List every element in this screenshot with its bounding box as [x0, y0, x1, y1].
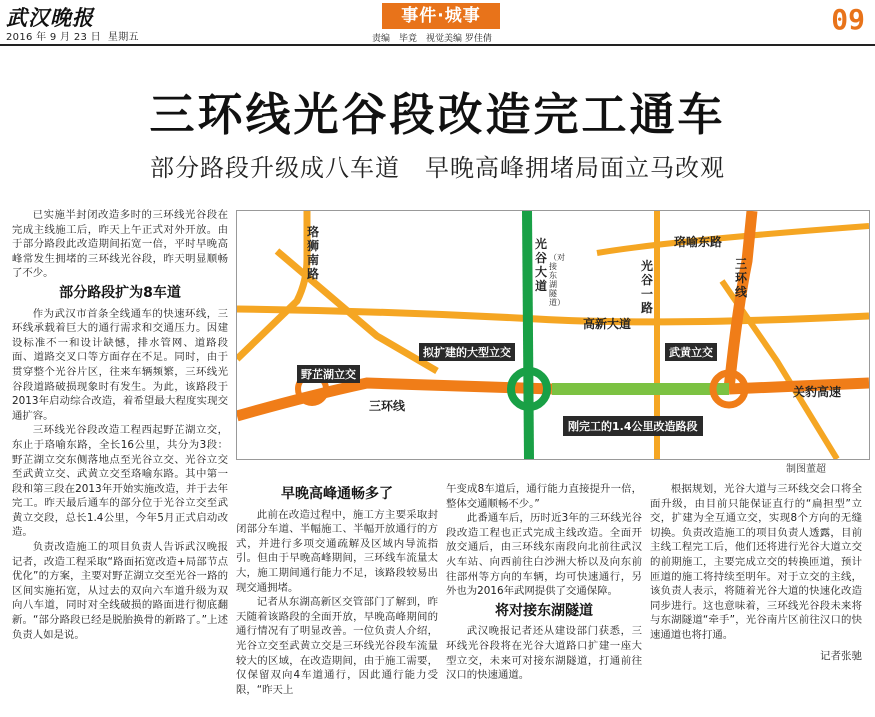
- subhead-smoother-traffic: 早晚高峰通畅多了: [281, 486, 393, 502]
- map-label-gaoxin-avenue: 高新大道: [583, 317, 632, 331]
- map-label-lushi-road: 珞狮南路: [307, 225, 320, 281]
- issue-date: 2016 年 9 月 23 日: [6, 32, 101, 43]
- map-label-guanggu-1st-road: 光谷一路: [641, 259, 654, 315]
- guanggu-avenue-line: [527, 211, 529, 459]
- callout-yezhihu-interchange: 野芷湖立交: [297, 365, 360, 383]
- callout-completed-segment: 刚完工的1.4公里改造路段: [563, 416, 703, 436]
- map-label-baobao-expressway: 关豹高速: [793, 385, 842, 399]
- editors-credit: 责编 毕竟 视觉美编 罗佳倩: [372, 34, 492, 44]
- callout-wuhuang-interchange: 武黄立交: [665, 343, 717, 361]
- subhead-eight-lanes: 部分路段扩为8车道: [59, 284, 181, 301]
- paragraph: 此番通车后，历时近3年的三环线光谷段改造工程也正式完成主线改造。全面开放交通后，由三环线东南段向北前往武汉火车站、向西前往白沙洲大桥以及向东前往部州等方向的车辆，均可快速通行，另外也为2016年武网提供了交通保障。: [446, 512, 642, 598]
- map-label-luyu-east-road: 珞喻东路: [674, 235, 723, 249]
- dateline: [6, 28, 139, 43]
- article-column-3: [446, 482, 642, 683]
- article-column-2: [236, 482, 438, 697]
- headline: 三环线光谷段改造完工通车: [149, 88, 726, 141]
- gaoxin-road-line: [237, 309, 869, 322]
- map-label-sanhuan-east: 三环线: [735, 257, 748, 299]
- lushi-road-line: [237, 211, 307, 359]
- header-rule: [0, 44, 875, 46]
- newspaper-masthead: 武汉晚报: [6, 5, 94, 30]
- paragraph: 记者从东湖高新区交管部门了解到，昨天随着该路段的全面开放，早晚高峰期间的通行情况有了明显改善。一位负责人介绍，光谷立交至武黄立交是三环线光谷段车流量较大的区域，在改造期间，由于施工需要，仅保留双向4车道通行，因此通行能力受限，“昨天上: [236, 596, 438, 696]
- paragraph: 根据规划，光谷大道与三环线交会口将全面升级，由目前只能保证直行的“扁担型”立交，扩建为全互通立交，实现8个方向的无缝切换。负责改造施工的项目负责人透露，目前主线工程完工后，他们还将进行光谷大道立交的前期施工，主要完成立交的转换匝道，预计匝道的施工将持续至明年。对于立交的主线，该负责人表示，将随着光谷大道的快速化改造同步进行。这也意味着，三环线光谷段未来将与东湖隧道“牵手”，光谷南片区前往汉口的快速通道也将打通。: [650, 483, 862, 641]
- paragraph-continued: 午变成8车道后，通行能力直接提升一倍，整体交通顺畅不少。”: [446, 483, 642, 510]
- map-label-guanggu-avenue-note: （对接东湖隧道）: [549, 253, 565, 307]
- paragraph: 作为武汉市首条全线通车的快速环线，三环线承载着巨大的通行需求和交通压力。因建设标准不一和设计缺憾，排水管网、道路段面、道路交叉口等方面存在不足。同时，由于贯穿整个光谷片区，往来车辆频繁，三环线光谷段道路破损现象时有发生。为此，该路段于2013年启动综合改造，着希望最大程度实现交通扩容。: [12, 307, 228, 422]
- paragraph: 此前在改造过程中，施工方主要采取封闭部分车道、半幅施工、半幅开放通行的方式，并进行多项交通疏解及区域内导流指引。但由于早晚高峰期间，三环线车流量太大，施工期间通行能力不足，该路段较易出现交通拥堵。: [236, 508, 438, 594]
- paragraph: 武汉晚报记者还从建设部门获悉，三环线光谷段将在光谷大道路口扩建一座大型立交，未来可对接东湖隧道，打通前往汉口的快速通道。: [446, 625, 642, 682]
- subhead-east-lake-tunnel: 将对接东湖隧道: [495, 602, 593, 619]
- road-map-graphic: [236, 210, 870, 460]
- issue-weekday: 星期五: [107, 32, 139, 43]
- lead-paragraph: 已实施半封闭改造多时的三环线光谷段在完成主线施工后，昨天上午正式对外开放。由于部分路段此改造期间拓宽一倍，平时早晚高峰常发生拥堵的三环线光谷段，昨天明显顺畅了不少。: [12, 209, 228, 280]
- map-label-guanggu-avenue: 光谷大道: [535, 237, 548, 293]
- paragraph: 负责改造施工的项目负责人告诉武汉晚报记者，改造工程采取“路面拓宽改造+局部节点优化”的方案，主要对野芷湖立交至光谷一路的区间实施拓宽，从过去的双向六车道升级为双向八车道，同时对全线破损的路面进行彻底翻新。“部分路段已经是脱胎换骨的新路了。”上述负责人如是说。: [12, 541, 228, 641]
- callout-planned-interchange: 拟扩建的大型立交: [419, 343, 515, 361]
- page-number: 09: [831, 3, 865, 36]
- map-credit: 制图董超: [786, 464, 826, 475]
- paragraph: 三环线光谷段改造工程西起野芷湖立交，东止于珞喻东路，全长16公里，共分为3段：野芷湖立交东侧落地点至光谷立交、光谷立交至武黄立交、武黄立交至珞喻东路。其中第一段和第三段在2013年开始实施改造，并于去年完工。昨天最后通车的部分位于光谷立交至武黄立交段，总长1.4公里，今年5月正式启动改造。: [12, 424, 228, 539]
- article-column-4: [650, 482, 862, 663]
- road-map-svg: [237, 211, 869, 459]
- section-tag: 事件·城事: [382, 3, 500, 29]
- luyu-road-line: [597, 226, 869, 253]
- subheadline: 部分路段升级成八车道 早晚高峰拥堵局面立马改观: [150, 154, 725, 182]
- reporter-byline: 记者张驰: [820, 649, 862, 662]
- article-column-1: [12, 208, 228, 642]
- map-label-sanhuan: 三环线: [369, 399, 406, 413]
